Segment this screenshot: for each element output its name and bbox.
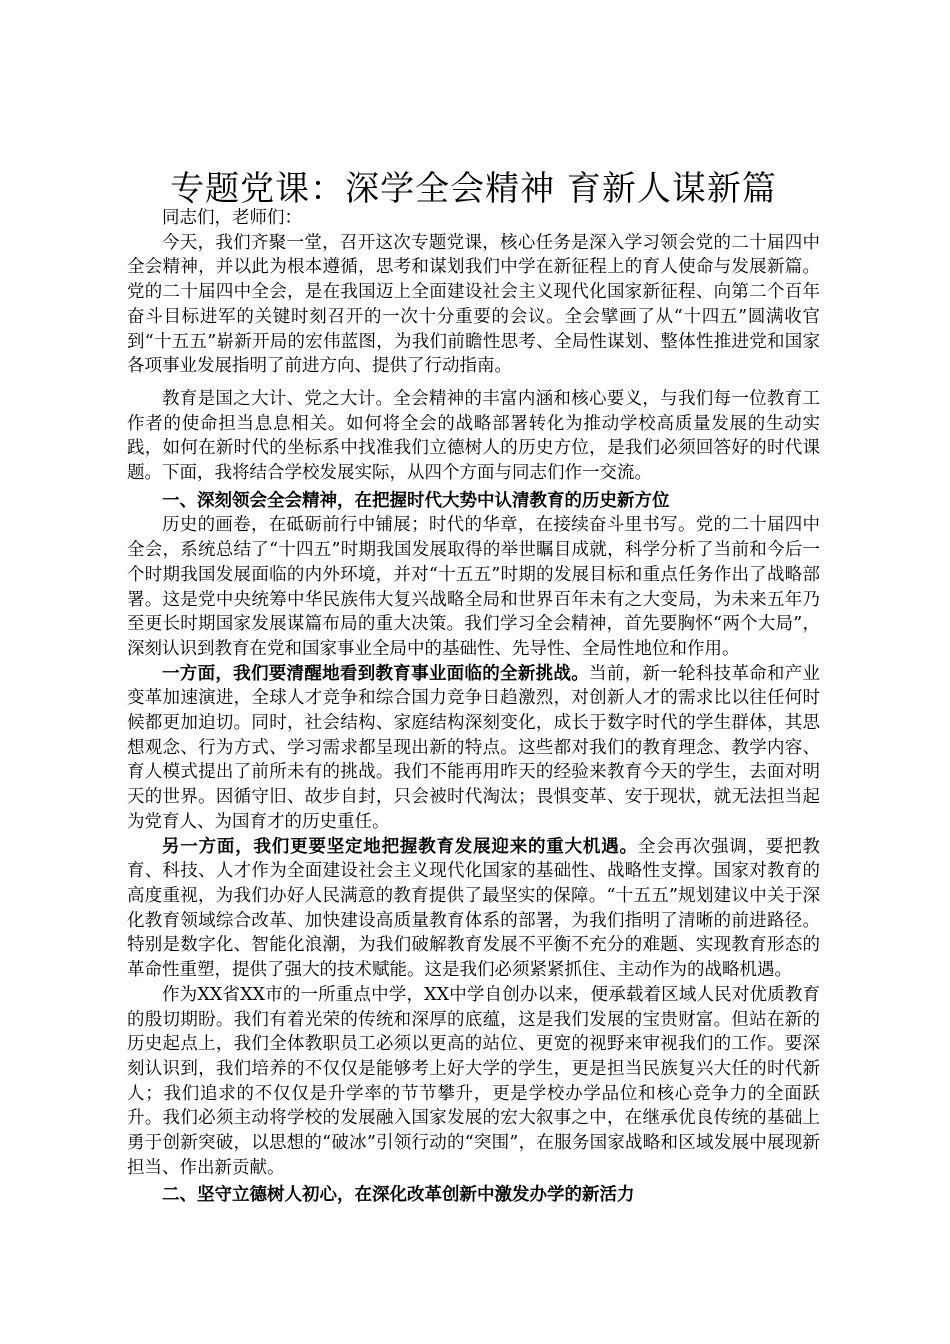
paragraph-lead-sentence: 另一方面，我们更要坚定地把握教育发展迎来的重大机遇。 [162,836,638,857]
section-1-paragraph-1: 历史的画卷，在砥砺前行中铺展；时代的华章，在接续奋斗里书写。党的二十届四中全会，系统总结了“十四五”时期我国发展取得的举世瞩目成就，科学分析了当前和今后一个时期我国发展面临的内外环境，并对“十五五”时期的发展目标和重点任务作出了战略部署。这是党中央统筹中华民族伟大复兴战略全局和世界百年未有之大变局，为未来五年乃至更长时期国家发展谋篇布局的重大决策。我们学习全会精神，首先要胸怀“两个大局”，深刻认识到教育在党和国家事业全局中的基础性、先导性、全局性地位和作用。 [127,515,820,659]
paragraph-body-text: 全会再次强调，要把教育、科技、人才作为全面建设社会主义现代化国家的基础性、战略性支撑。国家对教育的高度重视，为我们办好人民满意的教育提供了最坚实的保障。“十五五”规划建议中关于深化教育领域综合改革、加快建设高质量教育体系的部署，为我们指明了清晰的前进路径。特别是数字化、智能化浪潮，为我们破解教育发展不平衡不充分的难题、实现教育形态的革命性重塑，提供了强大的技术赋能。这是我们必须紧紧抓住、主动作为的战略机遇。 [127,836,821,981]
section-1-paragraph-2 [127,662,820,835]
document-page [127,166,820,1208]
paragraph-body-text: 当前，新一轮科技革命和产业变革加速演进，全球人才竞争和综合国力竞争日趋激烈，对创新人才的需求比以往任何时候都更加迫切。同时，社会结构、家庭结构深刻变化，成长于数字时代的学生群体，其思想观念、行为方式、学习需求都呈现出新的特点。这些都对我们的教育理念、教学内容、育人模式提出了前所未有的挑战。我们不能再用昨天的经验来教育今天的学生，去面对明天的世界。因循守旧、故步自封，只会被时代淘汰；畏惧变革、安于现状，就无法担当起为党育人、为国育才的历史重任。 [127,663,820,832]
section-1-paragraph-4: 作为XX省XX市的一所重点中学，XX中学自创办以来，便承载着区域人民对优质教育的殷切期盼。我们有着光荣的传统和深厚的底蕴，这是我们发展的宝贵财富。但站在新的历史起点上，我们全体教职员工必须以更高的站位、更宽的视野来审视我们的工作。要深刻认识到，我们培养的不仅仅是能够考上好大学的学生，更是担当民族复兴大任的时代新人；我们追求的不仅仅是升学率的节节攀升，更是学校办学品位和核心竞争力的全面跃升。我们必须主动将学校的发展融入国家发展的宏大叙事之中，在继承优良传统的基础上勇于创新突破，以思想的“破冰”引领行动的“突围”，在服务国家战略和区域发展中展现新担当、作出新贡献。 [127,984,820,1178]
section-2-heading: 二、坚守立德树人初心，在深化改革创新中激发办学的新活力 [162,1185,635,1206]
section-1-heading: 一、深刻领会全会精神，在把握时代大势中认清教育的历史新方位 [162,490,670,511]
section-1-paragraph-3 [127,835,820,983]
intro-paragraph-2: 教育是国之大计、党之大计。全会精神的丰富内涵和核心要义，与我们每一位教育工作者的使命担当息息相关。如何将全会的战略部署转化为推动学校高质量发展的生动实践，如何在新时代的坐标系中找准我们立德树人的历史方位，是我们必须回答好的时代课题。下面，我将结合学校发展实际，从四个方面与同志们作一交流。 [127,388,820,484]
paragraph-lead-sentence: 一方面，我们要清醒地看到教育事业面临的全新挑战。 [162,663,589,684]
salutation: 同志们，老师们： [162,208,302,228]
intro-paragraph-1: 今天，我们齐聚一堂，召开这次专题党课，核心任务是深入学习领会党的二十届四中全会精神，并以此为根本遵循，思考和谋划我们中学在新征程上的育人使命与发展新篇。党的二十届四中全会，是在我国迈上全面建设社会主义现代化国家新征程、向第二个百年奋斗目标进军的关键时刻召开的一次十分重要的会议。全会擘画了从“十四五”圆满收官到“十五五”崭新开局的宏伟蓝图，为我们前瞻性思考、全局性谋划、整体性推进党和国家各项事业发展指明了前进方向、提供了行动指南。 [127,232,820,377]
document-title: 专题党课：深学全会精神 育新人谋新篇 [170,169,777,209]
